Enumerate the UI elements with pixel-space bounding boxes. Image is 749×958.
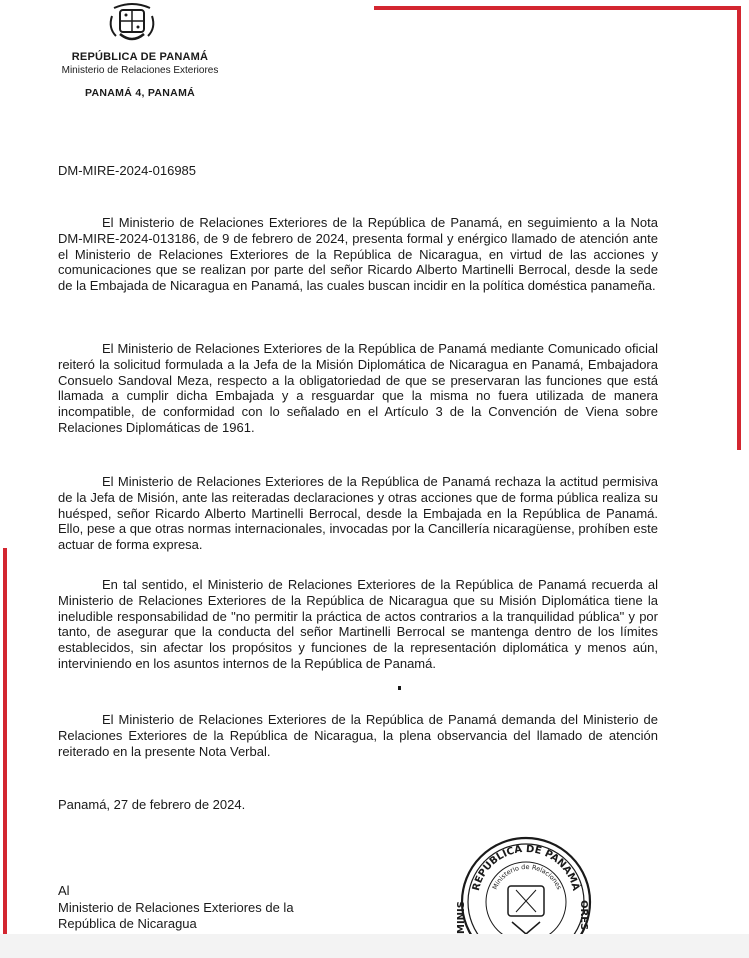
note-reference: DM-MIRE-2024-016985	[58, 163, 197, 178]
recipient-prefix: Al	[58, 883, 70, 898]
coat-of-arms-icon	[104, 2, 160, 48]
official-seal-icon	[446, 822, 604, 952]
recipient-line-1: Ministerio de Relaciones Exteriores de la	[58, 900, 294, 915]
header-country: REPÚBLICA DE PANAMÁ	[71, 51, 209, 63]
ink-dot	[398, 686, 401, 690]
recipient-line-2: República de Nicaragua	[58, 916, 197, 931]
right-red-line	[737, 6, 741, 450]
left-red-line	[3, 548, 7, 950]
seal-left-text: MINIS	[456, 901, 467, 934]
paragraph-1: El Ministerio de Relaciones Exteriores de la República de Panamá, en seguimiento a la Nota DM-MIRE-2024-013186, de 9 de febrero de 2024, presenta formal y enérgico llamado de atención ante el Ministerio de Relaciones Exteriores de la República de Nicaragua, en virtud de las acciones y comunicaciones que se realizan por parte del señor Ricardo Alberto Martinelli Berrocal, desde la sede de la Embajada de Nicaragua en Panamá, las cuales buscan incidir en la política doméstica panameña.	[58, 215, 658, 294]
paragraph-2: El Ministerio de Relaciones Exteriores de la República de Panamá mediante Comunicado oficial reiteró la solicitud formulada a la Jefa de la Misión Diplomática de Nicaragua en Panamá, Embajadora Consuelo Sandoval Meza, respecto a la obligatoriedad de que se preservaran las funciones que está llamada a cumplir dicha Embajada y a resguardar que la misma no fuera utilizada de manera incompatible, de conformidad con lo señalado en el Artículo 3 de la Convención de Viena sobre Relaciones Diplomáticas de 1961.	[58, 341, 658, 435]
seal-inner-text: Ministerio de Relaciones	[490, 862, 564, 891]
top-red-line	[374, 6, 740, 10]
seal-right-text: ORES	[578, 900, 589, 931]
page-bottom-edge	[0, 934, 749, 958]
header-city: PANAMÁ 4, PANAMÁ	[85, 87, 195, 99]
paragraph-5: El Ministerio de Relaciones Exteriores de la República de Panamá demanda del Ministerio de Relaciones Exteriores de la República de Nicaragua, la plena observancia del llamado de atención reiterado en la presente Nota Verbal.	[58, 712, 658, 759]
header-ministry: Ministerio de Relaciones Exteriores	[61, 65, 219, 76]
seal-top-text: REPÚBLICA DE PANAMÁ	[470, 843, 582, 893]
paragraph-4: En tal sentido, el Ministerio de Relaciones Exteriores de la República de Panamá recuerda al Ministerio de Relaciones Exteriores de la República de Nicaragua que su Misión Diplomática tiene la ineludible responsabilidad de "no permitir la práctica de actos contrarios a la tranquilidad pública" y por tanto, de asegurar que la conducta del señor Martinelli Berrocal se mantenga dentro de los límites establecidos, sin afectar los propósitos y funciones de la representación diplomática y menos aún, interviniendo en los asuntos internos de la República de Panamá.	[58, 577, 658, 671]
svg-text:Ministerio de Relaciones	[491, 863, 564, 891]
paragraph-3: El Ministerio de Relaciones Exteriores de la República de Panamá rechaza la actitud permisiva de la Jefa de Misión, ante las reiteradas declaraciones y otras acciones que de forma pública realiza su huésped, señor Ricardo Alberto Martinelli Berrocal, desde la Embajada en la República de Panamá. Ello, pese a que otras normas internacionales, invocadas por la Cancillería nicaragüense, prohíben este actuar de forma expresa.	[58, 474, 658, 553]
date-line: Panamá, 27 de febrero de 2024.	[58, 797, 246, 812]
